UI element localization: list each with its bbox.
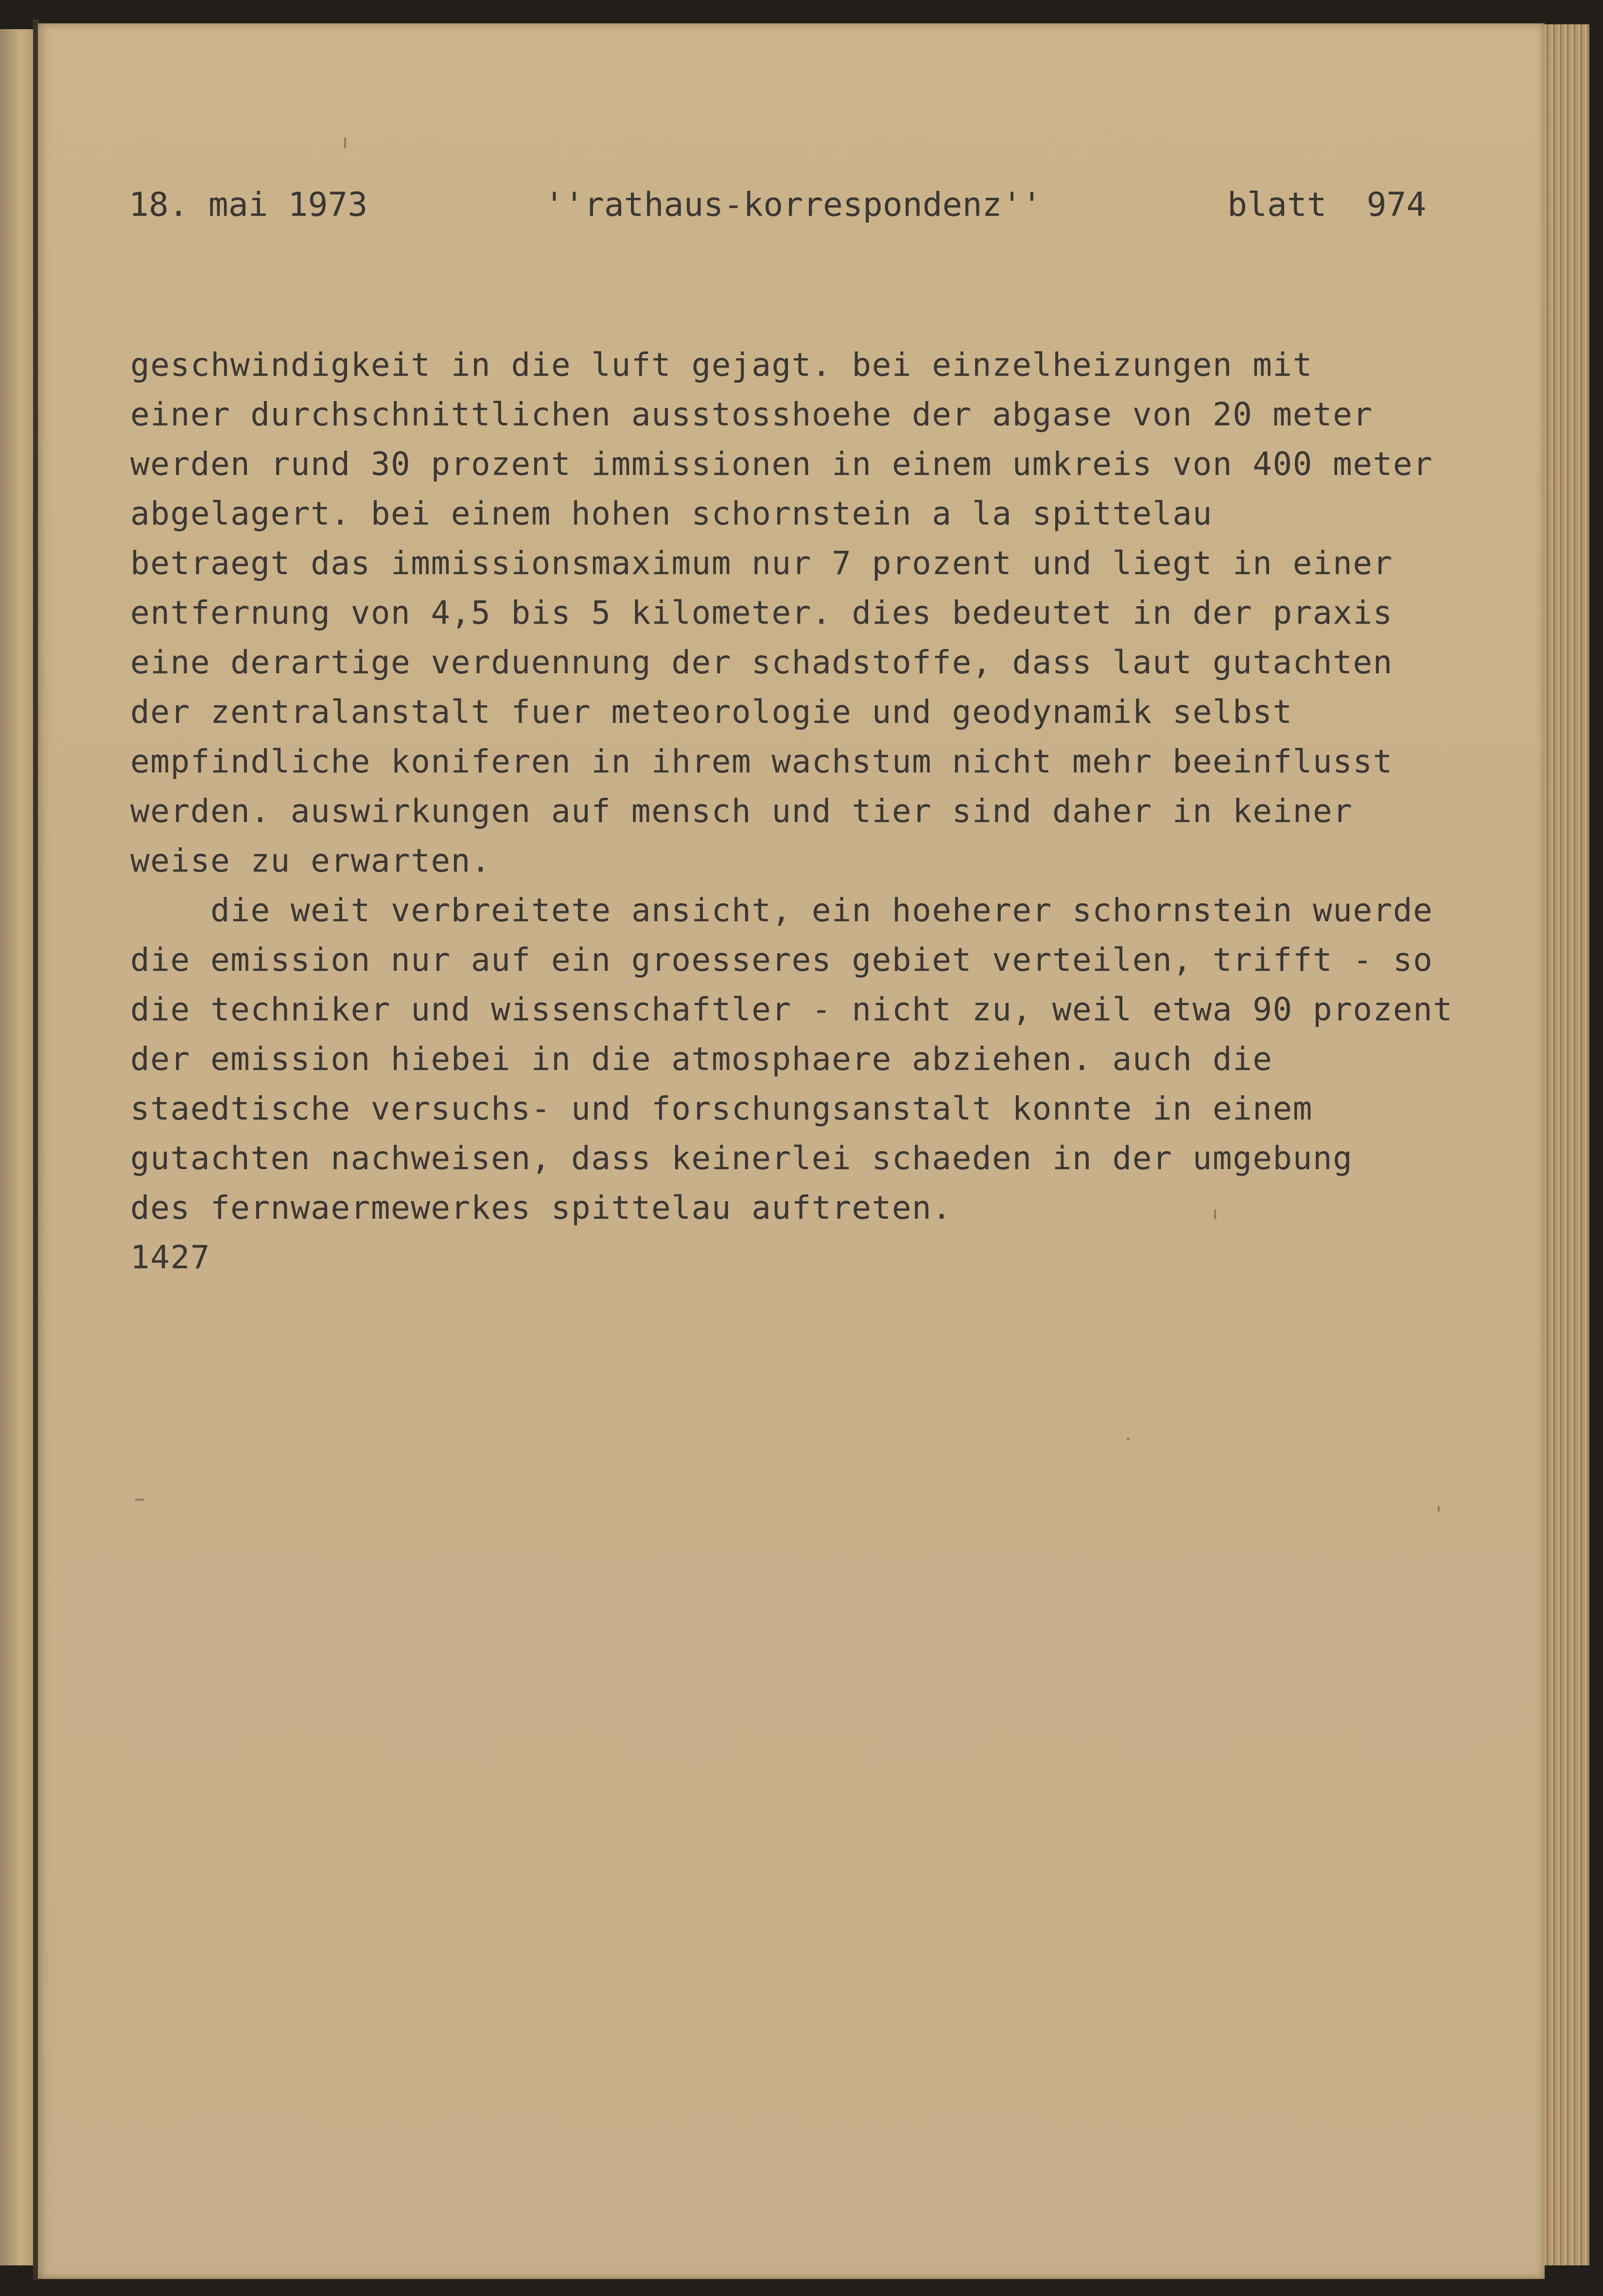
text-line: die emission nur auf ein groesseres gebiet verteilen, trifft - so bbox=[130, 941, 1433, 979]
text-line: der emission hiebei in die atmosphaere abziehen. auch die bbox=[130, 1040, 1273, 1078]
header-publication: ''rathaus-korrespondenz'' bbox=[544, 186, 1042, 224]
text-line: empfindliche koniferen in ihrem wachstum nicht mehr beeinflusst bbox=[130, 743, 1393, 780]
header-date: 18. mai 1973 bbox=[129, 186, 368, 224]
document-reference-number: 1427 bbox=[130, 1239, 210, 1276]
text-line: staedtische versuchs- und forschungsanstalt konnte in einem bbox=[130, 1090, 1313, 1127]
paragraph-start-line: die weit verbreitete ansicht, ein hoeherer schornstein wuerde bbox=[210, 892, 1433, 929]
paper-speck bbox=[1127, 1438, 1130, 1440]
text-line: einer durchschnittlichen ausstosshoehe der abgase von 20 meter bbox=[130, 396, 1373, 433]
text-line: entfernung von 4,5 bis 5 kilometer. dies bedeutet in der praxis bbox=[130, 594, 1393, 631]
paper-speck bbox=[1438, 1506, 1440, 1512]
text-line: der zentralanstalt fuer meteorologie und geodynamik selbst bbox=[130, 693, 1293, 731]
text-line: abgelagert. bei einem hohen schornstein a la spittelau bbox=[130, 495, 1213, 532]
text-line: weise zu erwarten. bbox=[130, 842, 491, 879]
text-line: die techniker und wissenschaftler - nicht zu, weil etwa 90 prozent bbox=[130, 991, 1453, 1028]
text-line: gutachten nachweisen, dass keinerlei schaeden in der umgebung bbox=[130, 1139, 1353, 1177]
header-sheet-number: blatt 974 bbox=[1227, 186, 1427, 224]
text-line: betraegt das immissionsmaximum nur 7 prozent und liegt in einer bbox=[130, 544, 1393, 582]
text-line: eine derartige verduennung der schadstoffe, dass laut gutachten bbox=[130, 644, 1393, 681]
left-page-edge bbox=[0, 29, 34, 2265]
body-text bbox=[130, 340, 1472, 1282]
text-line: werden rund 30 prozent immissionen in einem umkreis von 400 meter bbox=[130, 445, 1433, 483]
paper-speck bbox=[344, 138, 346, 148]
text-line: des fernwaermewerkes spittelau auftreten. bbox=[130, 1189, 952, 1227]
text-line: geschwindigkeit in die luft gejagt. bei einzelheizungen mit bbox=[130, 346, 1313, 384]
paper-speck bbox=[135, 1499, 144, 1501]
text-line: werden. auswirkungen auf mensch und tier sind daher in keiner bbox=[130, 792, 1353, 830]
